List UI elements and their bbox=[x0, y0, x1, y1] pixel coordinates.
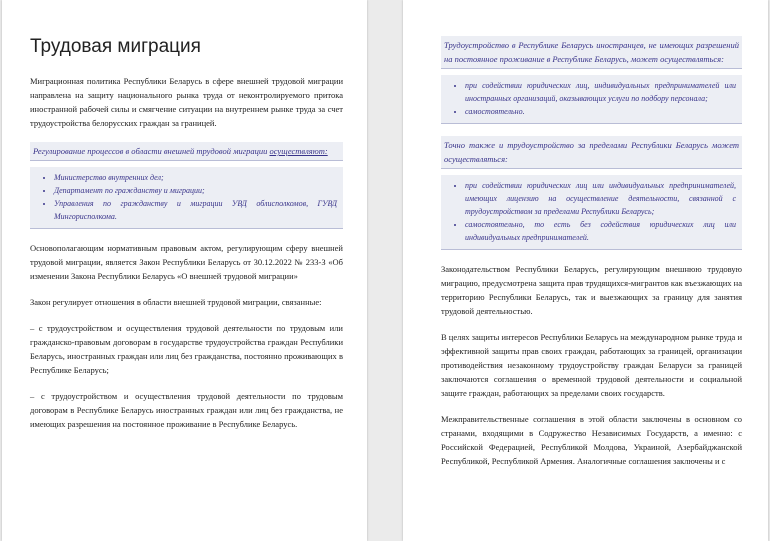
intro-paragraph: Миграционная политика Республики Беларусь в сфере внешней трудовой миграции направлена на защиту национального рынка труда от неконтролируемого притока иностранной рабочей силы и смягчение ситуации на внутреннем рынке труда за счет трудоустройства белорусских граждан за границей. bbox=[30, 76, 343, 128]
list-item: • Департамент по гражданству и миграции; bbox=[54, 184, 337, 197]
abroad-options-list bbox=[441, 175, 742, 250]
page-title: Трудовая миграция bbox=[30, 36, 201, 57]
law-item-1: – с трудоустройством и осуществления трудовой деятельности по трудовым или гражданско-правовым договорам в государстве трудоустройства граждан Республики Беларусь, иностранных граждан или лиц без гражданства, постоянно проживающих в Республике Беларусь; bbox=[30, 323, 343, 375]
foreigners-options-list bbox=[441, 75, 742, 124]
regulation-heading-underlined: осуществляют: bbox=[269, 146, 328, 156]
regulators-list bbox=[30, 167, 343, 229]
list-item: • при содействии юридических лиц, индивидуальных предпринимателей или иностранных организаций, оказывающих услуги по подбору персонала; bbox=[465, 79, 736, 105]
abroad-heading: Точно также и трудоустройство за пределами Республики Беларусь может осуществляться: bbox=[441, 136, 742, 169]
document-page-right bbox=[403, 0, 768, 541]
agreements-paragraph: Межправительственные соглашения в этой области заключены в основном со странами, входящими в Содружество Независимых Государств, а именно: с Российской Федерацией, Республикой Молдова, Украиной, Азербайджанской Республикой, Республикой Армения. Аналогичные соглашения заключены и с bbox=[441, 414, 742, 466]
foreigners-heading: Трудоустройство в Республике Беларусь иностранцев, не имеющих разрешений на постоянное проживание в Республике Беларусь, может осуществляться: bbox=[441, 36, 742, 69]
list-item: • при содействии юридических лиц или индивидуальных предпринимателей, имеющих лицензию на осуществление деятельности, связанной с трудоустройством за пределами Республики Беларусь; bbox=[465, 179, 736, 218]
regulation-heading-text: Регулирование процессов в области внешней трудовой миграции bbox=[33, 146, 270, 156]
document-page-left bbox=[2, 0, 367, 541]
list-item: • самостоятельно, то есть без содействия юридических лиц или индивидуальных предпринимателей. bbox=[465, 218, 736, 244]
law-paragraph: Основополагающим нормативным правовым актом, регулирующим сферу внешней трудовой миграции, является Закон Республики Беларусь от 30.12.2022 № 233-З «Об изменении Закона Республики Беларусь «О внешней трудовой миграции» bbox=[30, 243, 343, 281]
list-item: • самостоятельно. bbox=[465, 105, 736, 118]
law-item-2: – с трудоустройством и осуществления трудовой деятельности по трудовым договорам в Республике Беларусь иностранных граждан или лиц без гражданства, не имеющих разрешения на постоянное проживание в Республике Беларусь. bbox=[30, 391, 343, 429]
protection-paragraph: Законодательством Республики Беларусь, регулирующим внешнюю трудовую миграцию, предусмотрена защита прав трудящихся-мигрантов как въезжающих на территорию Республики Беларусь, так и выезжающих за границу для занятия трудовой деятельностью. bbox=[441, 264, 742, 316]
list-item: • Управления по гражданству и миграции УВД облисполкомов, ГУВД Мингорисполкома. bbox=[54, 197, 337, 223]
law-regulates-paragraph: Закон регулирует отношения в области внешней трудовой миграции, связанные: bbox=[30, 297, 322, 307]
interests-paragraph: В целях защиты интересов Республики Беларусь на международном рынке труда и эффективной защиты прав своих граждан, работающих за границей, организации противодействия незаконному трудоустройству граждан Беларуси за границей заключаются соглашения о временной трудовой деятельности и социальной защите граждан, работающих за пределами своих государств. bbox=[441, 332, 742, 398]
list-item: • Министерство внутренних дел; bbox=[54, 171, 337, 184]
regulation-heading bbox=[30, 142, 343, 161]
